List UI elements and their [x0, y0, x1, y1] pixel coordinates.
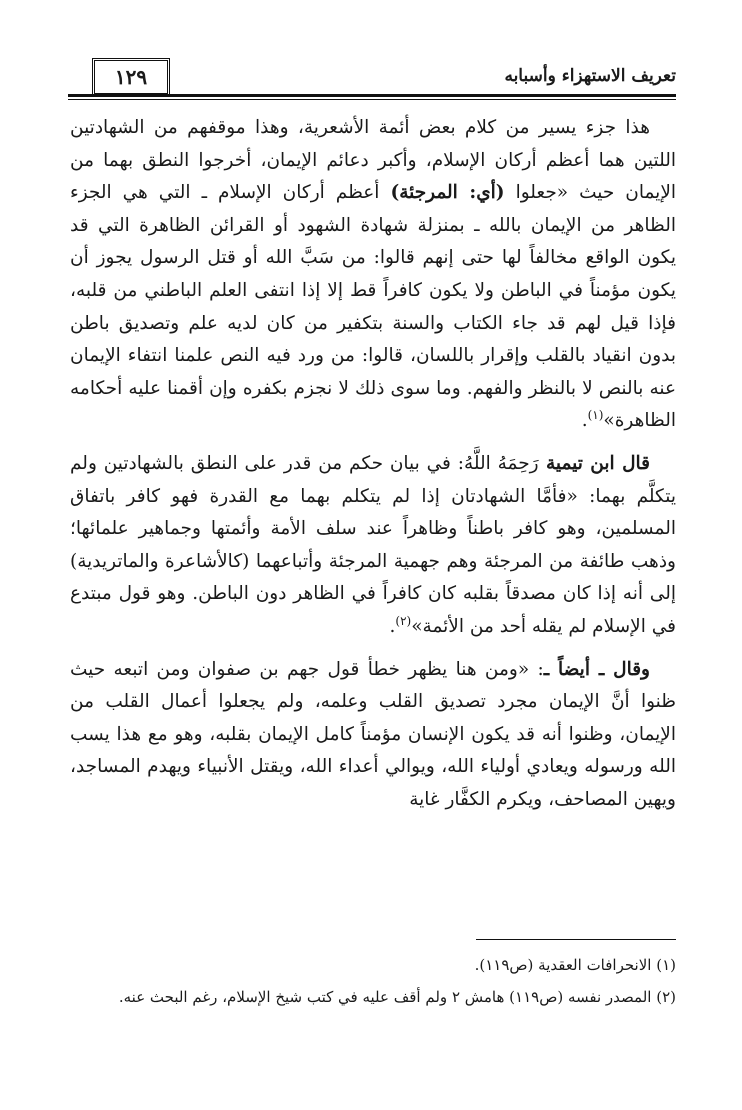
p1-end: . — [581, 410, 588, 432]
footnote-ref-1[interactable]: (١) — [587, 408, 604, 423]
footnote-separator — [476, 939, 676, 940]
header-rule — [68, 94, 676, 97]
paragraph-3 — [70, 654, 676, 817]
paragraph-2 — [70, 448, 676, 644]
p1-text-a: هذا جزء يسير من كلام بعض أئمة الأشعرية، وهذا موقفهم من الشهادتين اللتين هما أعظم أركان الإسلام، وأكبر دعائم الإيمان، أخرجوا النطق بهما من الإيمان حيث «جعلوا — [70, 117, 677, 204]
main-text — [70, 112, 676, 816]
footnote-2: (٢) المصدر نفسه (ص١١٩) هامش ٢ ولم أقف عليه في كتب شيخ الإسلام، رغم البحث عنه. — [118, 988, 676, 1006]
running-title: تعريف الاستهزاء وأسبابه — [504, 66, 676, 86]
p2-author: قال ابن تيمية — [538, 452, 650, 474]
p1-bold-phrase: (أي: المرجئة) — [390, 182, 505, 204]
p3-text-c: : «ومن هنا يظهر خطأ قول جهم بن صفوان ومن اتبعه حيث ظنوا أنَّ الإيمان مجرد تصديق القلب وعلمه، ولم يجعلوا أعمال القلب من الإيمان، وظنوا أنه قد يكون الإنسان مؤمناً كامل الإيمان بقلبه، وهو مع هذا يسب الله ورسوله ويعادي أولياء الله، ويوالي أعداء الله، ويقتل الأنبياء ويهدم المساجد، ويهين المصاحف، ويكرم الكفَّار غاية — [70, 658, 676, 810]
p2-end: . — [389, 615, 396, 637]
p2-text-c: : في بيان حكم من قدر على النطق بالشهادتين ولم يتكلَّم بهما: «فأمَّا الشهادتان إذا لم يتكلم بهما مع القدرة فهو كافر باتفاق المسلمين، وهو كافر باطناً وظاهراً عند سلف الأمة وأئمتها وجماهير علمائها؛ وذهب طائفة من المرجئة وهم جهمية المرجئة وأتباعهما (كالأشاعرة والماتريدية) إلى أنه إذا كان مصدقاً بقلبه كان كافراً في الظاهر دون الباطن. وهو قول مبتدع في الإسلام لم يقله أحد من الأئمة» — [70, 452, 676, 637]
footnote-1: (١) الانحرافات العقدية (ص١١٩). — [474, 956, 676, 974]
header-rule-thin — [68, 99, 676, 100]
paragraph-1 — [70, 112, 676, 438]
footnotes — [70, 952, 676, 1016]
footnote-ref-2[interactable]: (٢) — [395, 613, 412, 628]
p1-text-c: أعظم أركان الإسلام ـ التي هي الجزء الظاهر من الإيمان بالله ـ بمنزلة شهادة الشهود أو القرائن الظاهرة التي قد يكون الواقع مخالفاً لها حتى إنهم قالوا: من سَبَّ الله أو قتل الرسول يجوز أن يكون مؤمناً في الباطن ولا يكون كافراً قط إلا إذا انتفى العلم الباطني من قلبه، فإذا قيل لهم قد جاء الكتاب والسنة بتكفير من كان لديه علم وتصديق باطن بدون انقياد بالقلب وإقرار باللسان، قالوا: من ورد فيه النص علمنا انتفاء الإيمان عنه بالنص لا بالنظر والفهم. وما سوى ذلك لا نجزم بكفره وإن أقمنا عليه أحكامه الظاهرة» — [70, 182, 676, 432]
p2-honorific: رَحِمَهُ اللَّهُ — [463, 452, 539, 474]
p3-lead: وقال ـ أيضاً ـ — [543, 658, 650, 680]
page-header — [68, 58, 676, 98]
page-number: ١٢٩ — [92, 58, 170, 96]
